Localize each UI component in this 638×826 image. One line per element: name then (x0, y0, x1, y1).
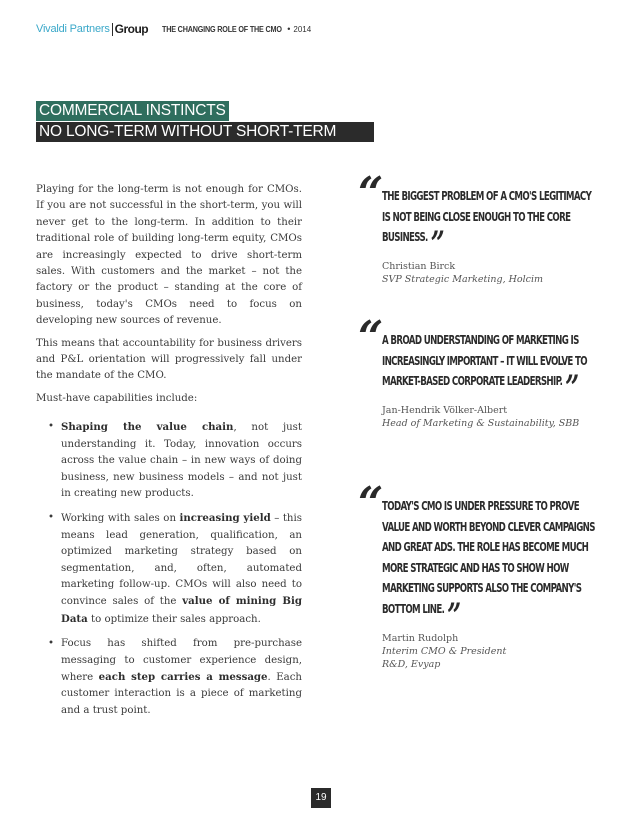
brand-logo-group: Group (114, 22, 149, 36)
list-item (48, 636, 302, 719)
open-quote-icon: “ (358, 478, 384, 529)
quote-text-content: A BROAD UNDERSTANDING OF MARKETING IS INCREASINGLY IMPORTANT – IT WILL EVOLVE TO MARKET-BASED CORPORATE LEADERSHIP. (382, 333, 587, 388)
capability-text-pre: Working with sales on (61, 513, 180, 525)
capability-highlight: Shaping the value chain (61, 421, 234, 434)
quote-text-content: TODAY'S CMO IS UNDER PRESSURE TO PROVE VALUE AND WORTH BEYOND CLEVER CAMPAIGNS AND GREAT ADS. THE ROLE HAS BECOME MUCH MORE STRATEGIC AND HAS TO SHOW HOW MARKETING SUPPORTS ALSO THE COMPANY'S BOTTOM LINE. (382, 499, 595, 616)
quote-author-role: Head of Marketing & Sustainability, SBB (382, 418, 580, 429)
section-title-line-1: COMMERCIAL INSTINCTS (36, 101, 229, 121)
body-paragraph-1: Playing for the long-term is not enough for CMOs. If you are not successful in the short-term, you will never get to the long-term. In addition to their traditional role of building long-term equity, CMOs are increasingly expected to drive short-term sales. With customers and the market – not the factory or the product – standing at the core of business, today's CMOs need to focus on developing new sources of revenue. (36, 184, 302, 327)
quote-author: Christian Birck (382, 261, 456, 272)
body-paragraph-3: Must-have capabilities include: (36, 392, 198, 404)
section-title (36, 100, 374, 142)
pull-quote-1 (358, 168, 608, 286)
quote-text-content: THE BIGGEST PROBLEM OF A CMO'S LEGITIMACY IS NOT BEING CLOSE ENOUGH TO THE CORE BUSINESS. (382, 189, 592, 244)
quote-author-role: Interim CMO & President R&D, Evyap (382, 645, 507, 670)
capability-text-post: to optimize their sales approach. (87, 613, 261, 625)
close-quote-icon: ” (430, 224, 445, 264)
page-number: 19 (311, 788, 331, 808)
bullet-icon: • (48, 421, 55, 433)
body-paragraph-2: This means that accountability for business drivers and P&L orientation will progressively fall under the mandate of the CMO. (36, 337, 302, 382)
quote-author: Jan-Hendrik Völker-Albert (382, 405, 508, 416)
document-year: 2014 (293, 24, 312, 34)
open-quote-icon: “ (358, 168, 384, 219)
capability-text-pre: Focus has shifted from pre-purchase messaging to customer experience design, where (61, 638, 302, 683)
pull-quote-3 (358, 478, 608, 671)
capability-highlight: increasing yield (179, 512, 271, 525)
header-separator: • (287, 24, 291, 34)
quote-author: Martin Rudolph (382, 632, 459, 644)
open-quote-icon: “ (358, 312, 384, 363)
capability-highlight-2: value of mining Big Data (61, 595, 302, 625)
pull-quote-2 (358, 312, 608, 430)
page-header (36, 22, 311, 36)
capability-text: , not just understanding it. Today, innovation occurs across the value chain – in new ways of doing business, new business models – and not just in creating new products. (61, 422, 303, 499)
quote-text (382, 496, 598, 636)
section-title-line-2: NO LONG-TERM WITHOUT SHORT-TERM (36, 122, 374, 142)
body-text-column (36, 182, 302, 727)
capabilities-list (36, 419, 302, 719)
capability-highlight: each step carries a message (98, 670, 268, 683)
close-quote-icon: ” (565, 368, 579, 408)
bullet-icon: • (48, 512, 55, 524)
quote-author-role: SVP Strategic Marketing, Holcim (382, 274, 544, 285)
close-quote-icon: ” (447, 595, 461, 636)
capability-text: . Each customer interaction is a piece of marketing and a trust point. (61, 671, 302, 716)
quote-text (382, 330, 598, 408)
document-title: THE CHANGING ROLE OF THE CMO (162, 24, 282, 34)
quote-text (382, 186, 598, 264)
list-item (48, 510, 302, 628)
list-item (48, 419, 302, 502)
capability-text: – this means lead generation, qualification, an optimized marketing strategy based on segmentation, and, often, automated marketing follow-up. CMOs will also need to convince sales of the (61, 513, 302, 608)
brand-logo-divider (112, 23, 113, 36)
brand-logo-name: Vivaldi Partners (36, 23, 110, 35)
bullet-icon: • (48, 638, 55, 650)
